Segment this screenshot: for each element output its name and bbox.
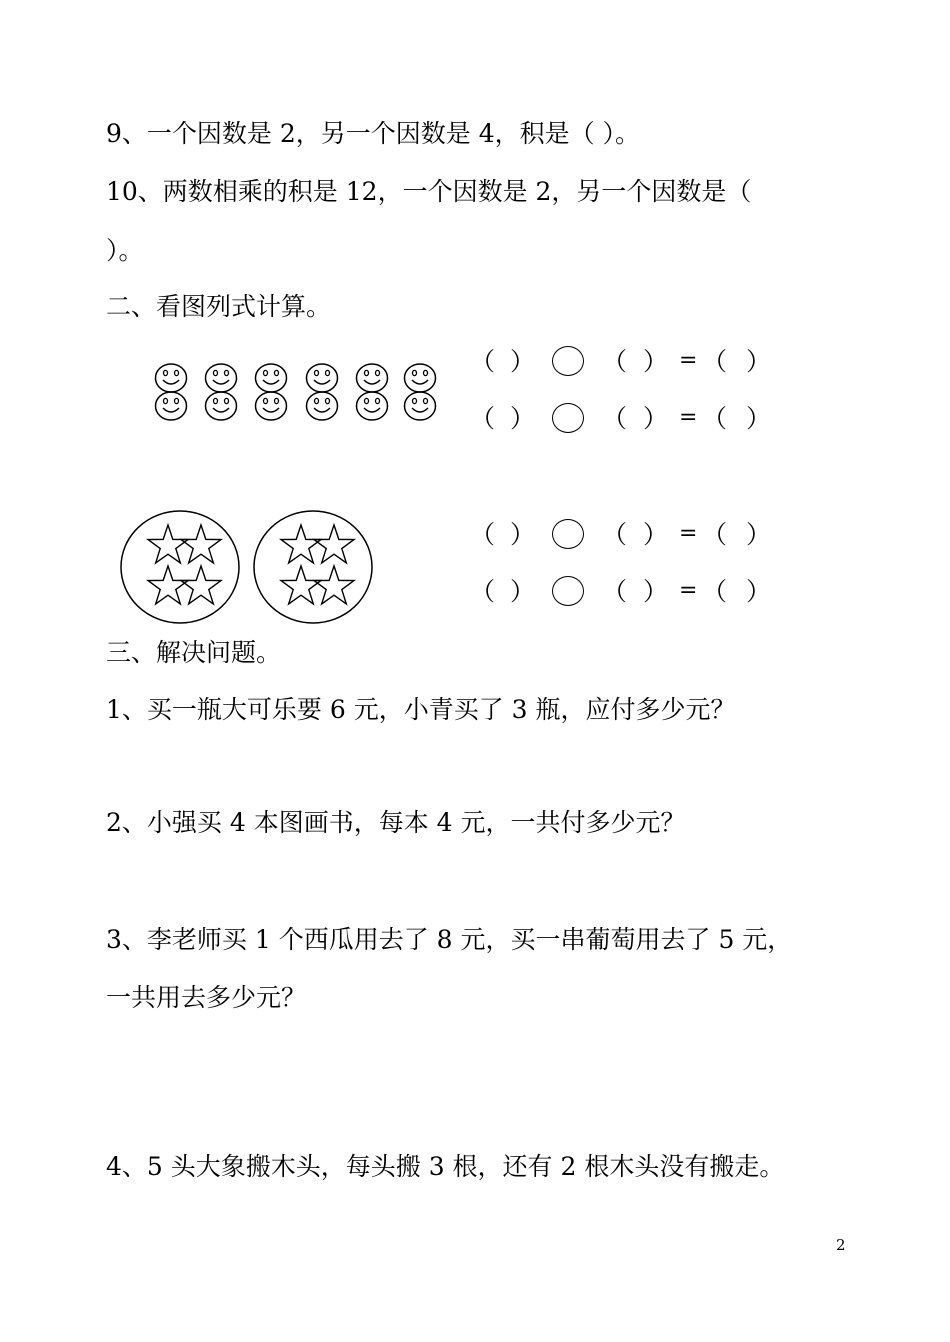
blank-close-paren: ）: [746, 347, 772, 376]
plate-2: [251, 508, 375, 626]
blank-close-paren: ）: [643, 520, 669, 549]
plate-circle: [254, 511, 372, 623]
star-icon: [181, 525, 221, 563]
operator-circle-blank: [552, 346, 584, 376]
blank-close-paren: ）: [643, 404, 669, 433]
blank-open-paren: （: [602, 404, 628, 433]
blank-close-paren: ）: [746, 520, 772, 549]
blank-close-paren: ）: [643, 577, 669, 606]
star-icon: [314, 525, 354, 563]
blank-open-paren: （: [470, 577, 496, 606]
problem-2: 2、小强买 4 本图画书，每本 4 元，一共付多少元？: [106, 808, 686, 837]
problem-4: 4、5 头大象搬木头，每头搬 3 根，还有 2 根木头没有搬走。: [106, 1152, 785, 1181]
operator-circle-blank: [552, 403, 584, 433]
blank-open-paren: （: [702, 520, 728, 549]
blank-open-paren: （: [470, 520, 496, 549]
blank-close-paren: ）: [510, 577, 536, 606]
smiley-face-icon: [355, 390, 389, 422]
problem-1: 1、买一瓶大可乐要 6 元，小青买了 3 瓶，应付多少元？: [106, 695, 736, 724]
question-10-line2: ）。: [106, 236, 144, 265]
star-icon: [281, 566, 321, 604]
operator-circle-blank: [552, 519, 584, 549]
blank-open-paren: （: [602, 347, 628, 376]
star-icon: [281, 525, 321, 563]
question-9: 9、一个因数是 2，另一个因数是 4，积是（ ）。: [106, 119, 641, 148]
plate-1: [118, 508, 242, 626]
equation-row: [466, 406, 786, 436]
equals-sign: =: [679, 405, 698, 430]
smiley-face-icon: [154, 390, 188, 422]
blank-open-paren: （: [602, 577, 628, 606]
star-icon: [314, 566, 354, 604]
smiley-face-icon: [305, 390, 339, 422]
blank-open-paren: （: [702, 577, 728, 606]
blank-open-paren: （: [702, 347, 728, 376]
equation-row: [466, 579, 786, 609]
blank-close-paren: ）: [746, 404, 772, 433]
question-10-line1: 10、两数相乘的积是 12，一个因数是 2，另一个因数是（: [106, 177, 752, 206]
problem-3-line2: 一共用去多少元？: [106, 983, 307, 1012]
star-icon: [148, 566, 188, 604]
smiley-face-icon: [403, 390, 437, 422]
equals-sign: =: [679, 578, 698, 603]
blank-close-paren: ）: [643, 347, 669, 376]
equals-sign: =: [679, 521, 698, 546]
blank-open-paren: （: [470, 404, 496, 433]
blank-open-paren: （: [602, 520, 628, 549]
star-icon: [181, 566, 221, 604]
operator-circle-blank: [552, 576, 584, 606]
smiley-face-icon: [204, 390, 238, 422]
page-number: 2: [836, 1236, 846, 1254]
blank-open-paren: （: [702, 404, 728, 433]
section-3-title: 三、解决问题。: [106, 638, 282, 667]
problem-3-line1: 3、李老师买 1 个西瓜用去了 8 元，买一串葡萄用去了 5 元，: [106, 925, 793, 954]
blank-close-paren: ）: [510, 347, 536, 376]
star-icon: [148, 525, 188, 563]
equation-row: [466, 522, 786, 552]
blank-close-paren: ）: [510, 404, 536, 433]
blank-close-paren: ）: [746, 577, 772, 606]
equals-sign: =: [679, 348, 698, 373]
blank-close-paren: ）: [510, 520, 536, 549]
smiley-face-icon: [254, 390, 288, 422]
plate-circle: [121, 511, 239, 623]
equation-row: [466, 349, 786, 379]
section-2-title: 二、看图列式计算。: [106, 292, 332, 321]
blank-open-paren: （: [470, 347, 496, 376]
